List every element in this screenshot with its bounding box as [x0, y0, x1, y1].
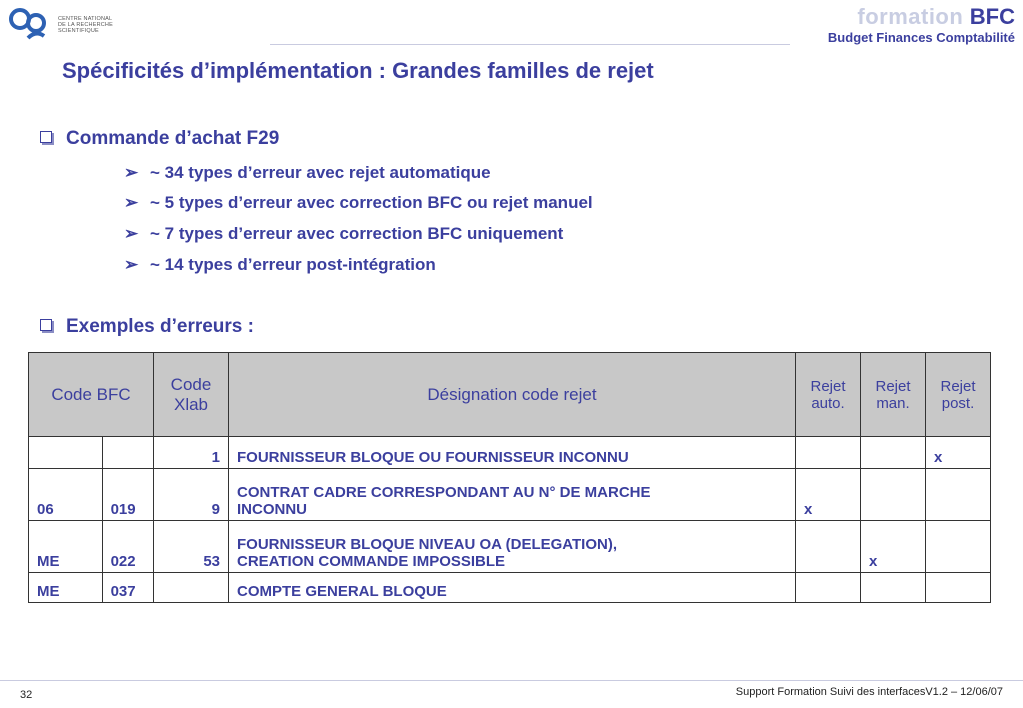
cell-code-xlab	[154, 573, 229, 603]
cell-code-bfc-1: 06	[29, 469, 103, 521]
section-label: Exemples d’erreurs :	[66, 316, 254, 337]
org-line: CENTRE NATIONAL	[58, 16, 113, 22]
header-code-xlab	[154, 353, 229, 437]
table-row	[29, 521, 991, 573]
cell-rejet-post: x	[926, 437, 991, 469]
designation-line: FOURNISSEUR BLOQUE OU FOURNISSEUR INCONNU	[237, 449, 629, 466]
cell-rejet-man	[861, 573, 926, 603]
sub-bullet	[124, 193, 593, 213]
designation-line: CONTRAT CADRE CORRESPONDANT AU N° DE MARCHE	[237, 484, 651, 501]
cell-code-bfc-2	[102, 437, 153, 469]
cell-rejet-auto: x	[796, 469, 861, 521]
cell-code-bfc-1	[29, 437, 103, 469]
header-divider	[270, 44, 790, 45]
section-label: Commande d’achat F29	[66, 128, 280, 149]
header-text: Xlab	[173, 394, 209, 414]
arrow-bullet-icon: ➢	[124, 255, 139, 274]
cell-designation	[229, 437, 796, 469]
sub-bullet-text: ~ 14 types d’erreur post-intégration	[150, 255, 436, 274]
cell-code-xlab: 1	[154, 437, 229, 469]
cell-code-bfc-2: 022	[102, 521, 153, 573]
header-text: Rejet	[875, 377, 911, 395]
cell-rejet-man	[861, 469, 926, 521]
cell-code-bfc-1: ME	[29, 573, 103, 603]
sub-bullet-text: ~ 5 types d’erreur avec correction BFC ou rejet manuel	[150, 193, 593, 212]
designation-line: FOURNISSEUR BLOQUE NIVEAU OA (DELEGATION),	[237, 536, 618, 553]
brand-bfc: BFC	[969, 4, 1015, 29]
error-examples-table	[28, 352, 991, 603]
cell-code-bfc-2: 019	[102, 469, 153, 521]
cell-rejet-auto	[796, 437, 861, 469]
footer-divider	[0, 680, 1023, 681]
cnrs-logo	[6, 6, 136, 42]
square-bullet-icon	[40, 131, 52, 143]
sub-bullet	[124, 255, 436, 275]
cell-rejet-man	[861, 437, 926, 469]
cnrs-logo-mark	[6, 6, 54, 42]
org-line: DE LA RECHERCHE	[58, 22, 113, 29]
cell-designation	[229, 521, 796, 573]
cell-rejet-post	[926, 469, 991, 521]
footer-text: Support Formation Suivi des interfacesV1.2 – 12/06/07	[735, 686, 1003, 698]
cell-code-xlab: 53	[154, 521, 229, 573]
arrow-bullet-icon: ➢	[124, 193, 139, 212]
header-rejet-man	[861, 353, 926, 437]
header-rejet-auto	[796, 353, 861, 437]
sub-bullet-text: ~ 34 types d’erreur avec rejet automatique	[150, 163, 491, 182]
cell-rejet-post	[926, 573, 991, 603]
header-rejet-post	[926, 353, 991, 437]
header-designation: Désignation code rejet	[229, 353, 796, 437]
sub-bullet	[124, 224, 563, 244]
table-row	[29, 573, 991, 603]
slide-title: Spécificités d’implémentation : Grandes familles de rejet	[62, 58, 654, 83]
designation-line: CREATION COMMANDE IMPOSSIBLE	[237, 553, 506, 570]
table-row	[29, 469, 991, 521]
cell-rejet-post	[926, 521, 991, 573]
header-code-bfc: Code BFC	[29, 353, 154, 437]
header-text: man.	[876, 394, 910, 412]
arrow-bullet-icon: ➢	[124, 163, 139, 182]
formation-bfc-logo	[828, 4, 1015, 45]
cell-rejet-auto	[796, 521, 861, 573]
cell-code-bfc-1: ME	[29, 521, 103, 573]
designation-line: COMPTE GENERAL BLOQUE	[237, 583, 447, 600]
cell-rejet-auto	[796, 573, 861, 603]
header-text: Rejet	[940, 377, 976, 395]
header-text: Rejet	[810, 377, 846, 395]
sub-bullet	[124, 163, 491, 183]
section-bullet	[40, 128, 279, 150]
header-text: auto.	[811, 394, 845, 412]
table-row	[29, 437, 991, 469]
square-bullet-icon	[40, 319, 52, 331]
cell-designation	[229, 573, 796, 603]
cell-designation	[229, 469, 796, 521]
org-line: SCIENTIFIQUE	[58, 28, 99, 35]
arrow-bullet-icon: ➢	[124, 224, 139, 243]
table-header-row	[29, 353, 991, 437]
header-text: Code	[170, 374, 212, 394]
header-text: post.	[941, 394, 975, 412]
sub-bullet-text: ~ 7 types d’erreur avec correction BFC uniquement	[150, 224, 564, 243]
brand-subtitle: Budget Finances Comptabilité	[827, 30, 1015, 45]
designation-line: INCONNU	[237, 501, 307, 518]
page-number: 32	[20, 689, 33, 701]
cell-code-xlab: 9	[154, 469, 229, 521]
cell-code-bfc-2: 037	[102, 573, 153, 603]
brand-formation: formation	[857, 4, 964, 29]
cell-rejet-man: x	[861, 521, 926, 573]
org-name	[58, 16, 113, 35]
section-bullet	[40, 316, 254, 338]
